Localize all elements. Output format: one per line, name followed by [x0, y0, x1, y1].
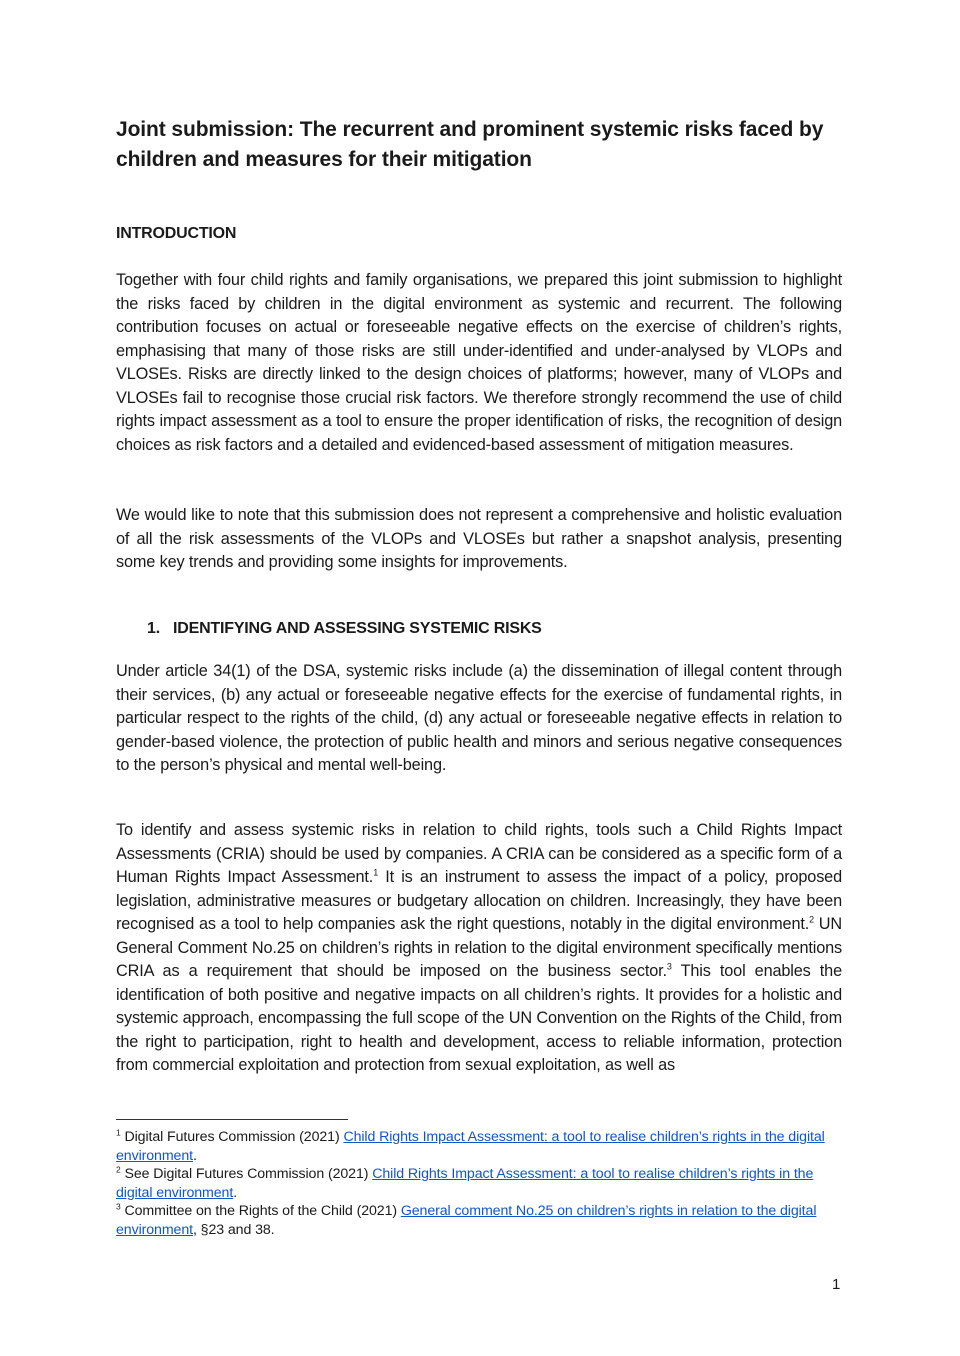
paragraph-text: It is an instrument to assess the impact of a policy, proposed legislation, administrative measures or budgetary allocation on children. Increasingly, they have been recognised as a tool to help companies ask the right questions, notably in the digital environment. — [116, 868, 842, 933]
footnote-suffix: , §23 and 38. — [192, 1221, 275, 1238]
page-number: 1 — [832, 1276, 841, 1293]
paragraph-text: This tool enables the identification of both positive and negative impacts on all children’s rights. It provides for a holistic and systemic approach, encompassing the full scope of the UN Convention on the Rights of the Child, from the right to participation, right to health and development, access to reliable information, protection from commercial exploitation and protection from sexual exploitation, as well as — [116, 962, 842, 1074]
introduction-paragraph-2: We would like to note that this submission does not represent a comprehensive and holistic evaluation of all the risk assessments of the VLOPs and VLOSEs but rather a snapshot analysis, presenting some key trends and providing some insights for improvements. — [116, 506, 842, 571]
footnote-2 — [116, 1165, 842, 1202]
footnote-ref-1[interactable]: 1 — [373, 867, 379, 878]
footnote-3-link[interactable]: General comment No.25 on children’s rights in relation to the digital environment — [116, 1203, 817, 1238]
footnote-2-link[interactable]: Child Rights Impact Assessment: a tool to realise children’s rights in the digital environment — [116, 1166, 814, 1201]
section-1-paragraph-1: Under article 34(1) of the DSA, systemic risks include (a) the dissemination of illegal content through their services, (b) any actual or foreseeable negative effects for the exercise of fundamental rights, in particular respect to the rights of the child, (d) any actual or foreseeable negative effects in relation to gender-based violence, the protection of public health and minors and serious negative consequences to the person’s physical and mental well-being. — [116, 662, 842, 774]
footnote-text: See Digital Futures Commission (2021) — [120, 1166, 373, 1182]
footnote-number: 1 — [116, 1127, 121, 1138]
footnote-number: 2 — [116, 1164, 121, 1175]
paragraph-text: To identify and assess systemic risks in relation to child rights, tools such a Child Rights Impact Assessments (CRIA) should be used by companies. A CRIA can be considered as a specific form of a Human Rights Impact Assessment. — [116, 821, 842, 886]
footnote-suffix: . — [192, 1147, 197, 1164]
footnote-number: 3 — [116, 1201, 121, 1212]
footnote-suffix: . — [233, 1184, 238, 1201]
paragraph-text: UN General Comment No.25 on children’s rights in relation to the digital environment specifically mentions CRIA as a requirement that should be imposed on the business sector. — [116, 915, 842, 980]
footnote-ref-3[interactable]: 3 — [666, 961, 672, 972]
footnote-3 — [116, 1202, 842, 1239]
footnote-text: Committee on the Rights of the Child (2021) — [120, 1203, 401, 1219]
footnote-ref-2[interactable]: 2 — [809, 914, 814, 925]
section-1-heading — [147, 619, 542, 639]
footnote-1 — [116, 1128, 842, 1165]
footnote-text: Digital Futures Commission (2021) — [120, 1129, 344, 1145]
introduction-paragraph-1: Together with four child rights and family organisations, we prepared this joint submission to highlight the risks faced by children in the digital environment as systemic and recurrent. The following contribution focuses on actual or foreseeable negative effects on the exercise of children’s rights, emphasising that many of those risks are still under-identified and under-analysed by VLOPs and VLOSEs. Risks are directly linked to the design choices of platforms; however, many of VLOPs and VLOSEs fail to recognise those crucial risk factors. We therefore strongly recommend the use of child rights impact assessment as a tool to ensure the proper identification of risks, the recognition of design choices as risk factors and a detailed and evidenced-based assessment of mitigation measures. — [116, 271, 842, 454]
introduction-heading: INTRODUCTION — [116, 225, 237, 242]
document-title: Joint submission: The recurrent and prominent systemic risks faced by children and measures for their mitigation — [116, 118, 824, 171]
footnote-divider — [116, 1119, 348, 1120]
footnotes — [116, 1128, 842, 1239]
section-1-title: IDENTIFYING AND ASSESSING SYSTEMIC RISKS — [173, 620, 542, 637]
footnote-1-link[interactable]: Child Rights Impact Assessment: a tool to realise children’s rights in the digital environment — [116, 1129, 825, 1164]
section-1-paragraph-2 — [116, 819, 842, 1078]
section-1-number: 1. — [147, 620, 160, 637]
